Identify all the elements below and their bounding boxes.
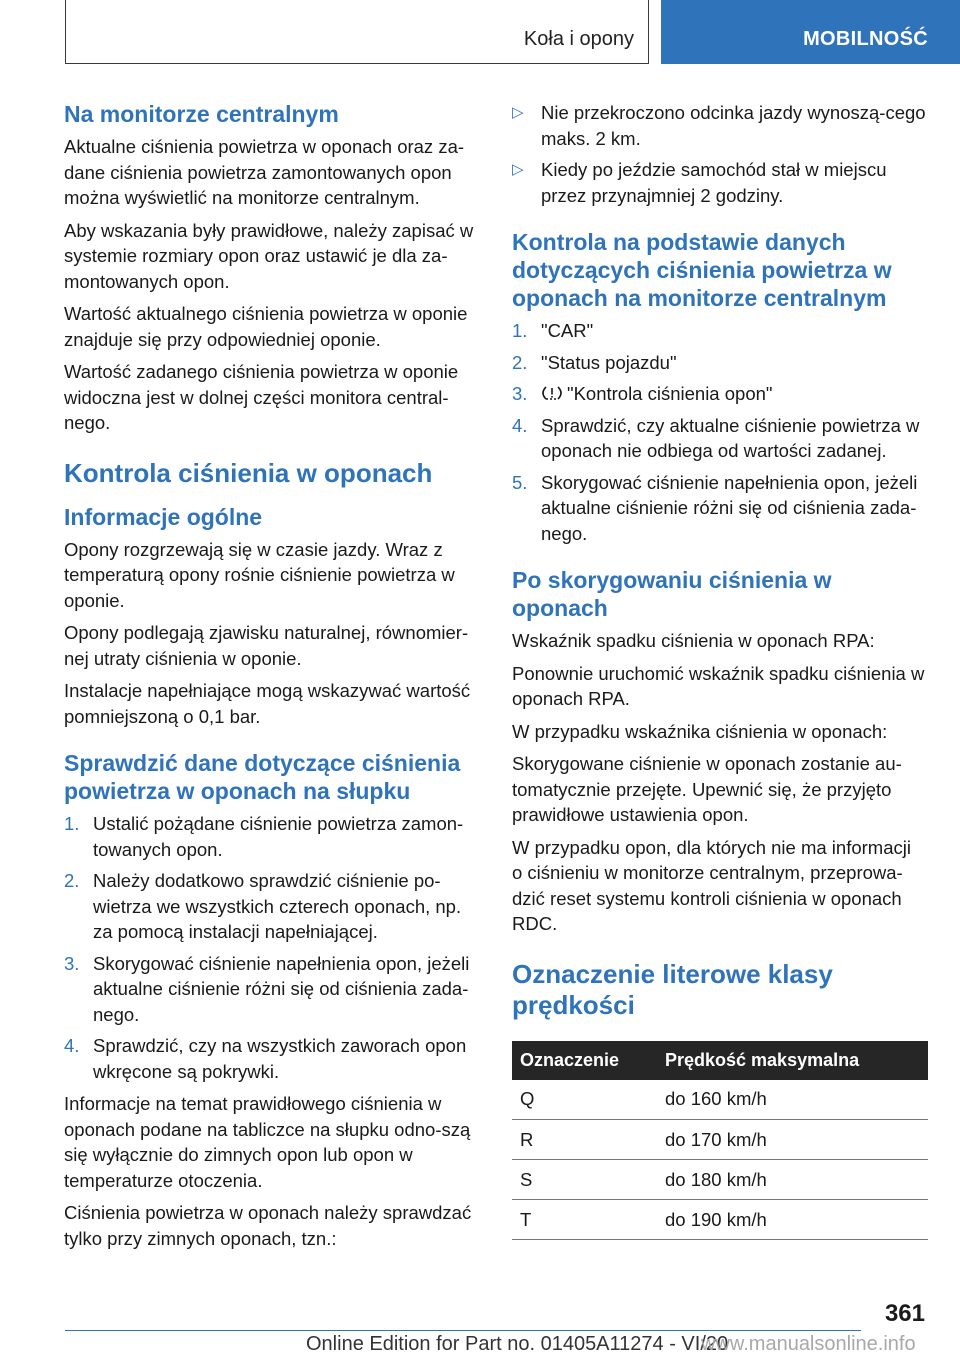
table-cell: do 180 km/h <box>657 1160 928 1200</box>
footer-divider <box>65 1330 861 1331</box>
list-item <box>512 318 926 344</box>
bullet-text: Kiedy po jeździe samochód stał w miejscu przez przynajmniej 2 godziny. <box>541 159 887 206</box>
paragraph: Ciśnienia powietrza w oponach należy sprawdzać tylko przy zimnych oponach, tzn.: <box>64 1202 472 1249</box>
table-row <box>512 1080 928 1120</box>
heading-informacje: Informacje ogólne <box>64 503 263 530</box>
step-number: 3. <box>512 383 528 404</box>
table-row <box>512 1120 928 1160</box>
list-item <box>64 951 478 1028</box>
paragraph: Wartość zadanego ciśnienia powietrza w oponie widoczna jest w dolnej części monitora central-nego. <box>64 361 459 433</box>
triangle-right-icon: ▷ <box>512 104 524 121</box>
heading-monitor: Na monitorze centralnym <box>64 101 339 127</box>
list-item <box>64 811 478 862</box>
chapter-tab <box>661 0 960 64</box>
column-header: Oznaczenie <box>512 1041 657 1080</box>
page-header <box>0 0 960 66</box>
paragraph: Opony podlegają zjawisku naturalnej, równomier-nej utraty ciśnienia w oponie. <box>64 622 469 669</box>
steps-list-right <box>512 318 926 546</box>
heading-kontrola: Kontrola ciśnienia w oponach <box>64 457 433 488</box>
step-text: Skorygować ciśnienie napełnienia opon, jeżeli aktualne ciśnienie różni się od ciśnienia zada-nego. <box>93 952 470 1025</box>
table-cell: T <box>512 1200 657 1240</box>
paragraph: W przypadku opon, dla których nie ma informacji o ciśnieniu w monitorze centralnym, przeprowa-dzić reset systemu kontroli ciśnienia w oponach RDC. <box>512 836 911 934</box>
heading-oznaczenie: Oznaczenie literowe klasy prędkości <box>512 958 833 1020</box>
speed-class-table <box>512 1041 928 1241</box>
heading-po-skorygowaniu: Po skorygowaniu ciśnienia w oponach <box>512 567 832 621</box>
column-header: Prędkość maksymalna <box>657 1041 928 1080</box>
paragraph: Informacje na temat prawidłowego ciśnienia w oponach podane na tabliczce na słupku odno-szą się wyłącznie do zimnych opon lub opon w temperaturze otoczenia. <box>64 1093 471 1191</box>
paragraph: Instalacje napełniające mogą wskazywać wartość pomniejszoną o 0,1 bar. <box>64 680 471 727</box>
list-item <box>512 157 926 208</box>
step-number: 4. <box>512 414 528 436</box>
bullet-list <box>512 100 926 208</box>
list-item <box>64 1033 478 1084</box>
section-title: Koła i opony <box>523 28 634 50</box>
step-text: Sprawdzić, czy aktualne ciśnienie powietrza w oponach nie odbiega od wartości zadanej. <box>541 414 920 461</box>
step-text: Sprawdzić, czy na wszystkich zaworach opon wkręcone są pokrywki. <box>93 1035 467 1082</box>
step-number: 2. <box>64 870 80 891</box>
table-row <box>512 1200 928 1240</box>
triangle-right-icon: ▷ <box>512 161 524 178</box>
footer-watermark: www.manualsonline.info <box>701 1333 916 1355</box>
step-number: 1. <box>64 813 80 834</box>
chapter-title: MOBILNOŚĆ <box>803 28 928 50</box>
table-row <box>512 1160 928 1200</box>
step-number: 3. <box>64 952 80 974</box>
step-number: 1. <box>512 320 528 341</box>
paragraph: Ponownie uruchomić wskaźnik spadku ciśnienia w oponach RPA. <box>512 662 925 709</box>
table-cell: S <box>512 1160 657 1200</box>
list-item <box>512 381 926 407</box>
step-text: Należy dodatkowo sprawdzić ciśnienie po-wietrza we wszystkich czterech oponach, np. za pomocą instalacji napełniającej. <box>93 870 462 942</box>
paragraph: Opony rozgrzewają się w czasie jazdy. Wraz z temperaturą opony rośnie ciśnienie powietrza w oponie. <box>64 538 455 611</box>
list-item <box>64 868 478 945</box>
steps-list-left <box>64 811 478 1084</box>
paragraph: Skorygowane ciśnienie w oponach zostanie au-tomatycznie przejęte. Upewnić się, że przyjęto prawidłowe ustawienia opon. <box>512 753 902 825</box>
page-number: 361 <box>884 1300 925 1327</box>
list-item <box>512 100 926 151</box>
list-item <box>512 470 926 547</box>
table-cell: Q <box>512 1080 657 1120</box>
heading-kontrola-dane: Kontrola na podstawie danych dotyczących ciśnienia powietrza w oponach na monitorze centralnym <box>512 229 892 311</box>
paragraph: Aktualne ciśnienia powietrza w oponach oraz za-dane ciśnienia powietrza zamontowanych opon można wyświetlić na monitorze centralnym. <box>64 136 465 208</box>
left-column <box>64 100 478 1258</box>
step-text: "CAR" <box>541 320 594 341</box>
step-number: 4. <box>64 1035 80 1056</box>
table-cell: do 160 km/h <box>657 1080 928 1120</box>
heading-sprawdzic: Sprawdzić dane dotyczące ciśnienia powietrza w oponach na słupku <box>64 750 461 804</box>
tire-pressure-warning-icon <box>541 384 563 402</box>
paragraph: Wskaźnik spadku ciśnienia w oponach RPA: <box>512 630 875 651</box>
list-item <box>512 350 926 376</box>
list-item <box>512 413 926 464</box>
step-text: Skorygować ciśnienie napełnienia opon, jeżeli aktualne ciśnienie różni się od ciśnienia zada-nego. <box>541 471 918 544</box>
table-header-row <box>512 1041 928 1080</box>
step-text: Ustalić pożądane ciśnienie powietrza zamon-towanych opon. <box>93 813 464 860</box>
paragraph: Aby wskazania były prawidłowe, należy zapisać w systemie rozmiary opon oraz ustawić je dla za-montowanych opon. <box>64 219 474 292</box>
section-tab <box>65 0 649 64</box>
bullet-text: Nie przekroczono odcinka jazdy wynoszą-cego maks. 2 km. <box>541 102 926 149</box>
step-text: "Kontrola ciśnienia opon" <box>567 383 773 404</box>
table-cell: do 170 km/h <box>657 1120 928 1160</box>
step-number: 5. <box>512 471 528 493</box>
right-column <box>512 100 926 1240</box>
table-cell: R <box>512 1120 657 1160</box>
paragraph: Wartość aktualnego ciśnienia powietrza w oponie znajduje się przy odpowiedniej oponie. <box>64 303 468 350</box>
step-text: "Status pojazdu" <box>541 351 677 373</box>
footer-edition: Online Edition for Part no. 01405A11274 - VI/20 <box>306 1333 729 1355</box>
step-number: 2. <box>512 351 528 373</box>
paragraph: W przypadku wskaźnika ciśnienia w oponach: <box>512 720 888 742</box>
table-cell: do 190 km/h <box>657 1200 928 1240</box>
